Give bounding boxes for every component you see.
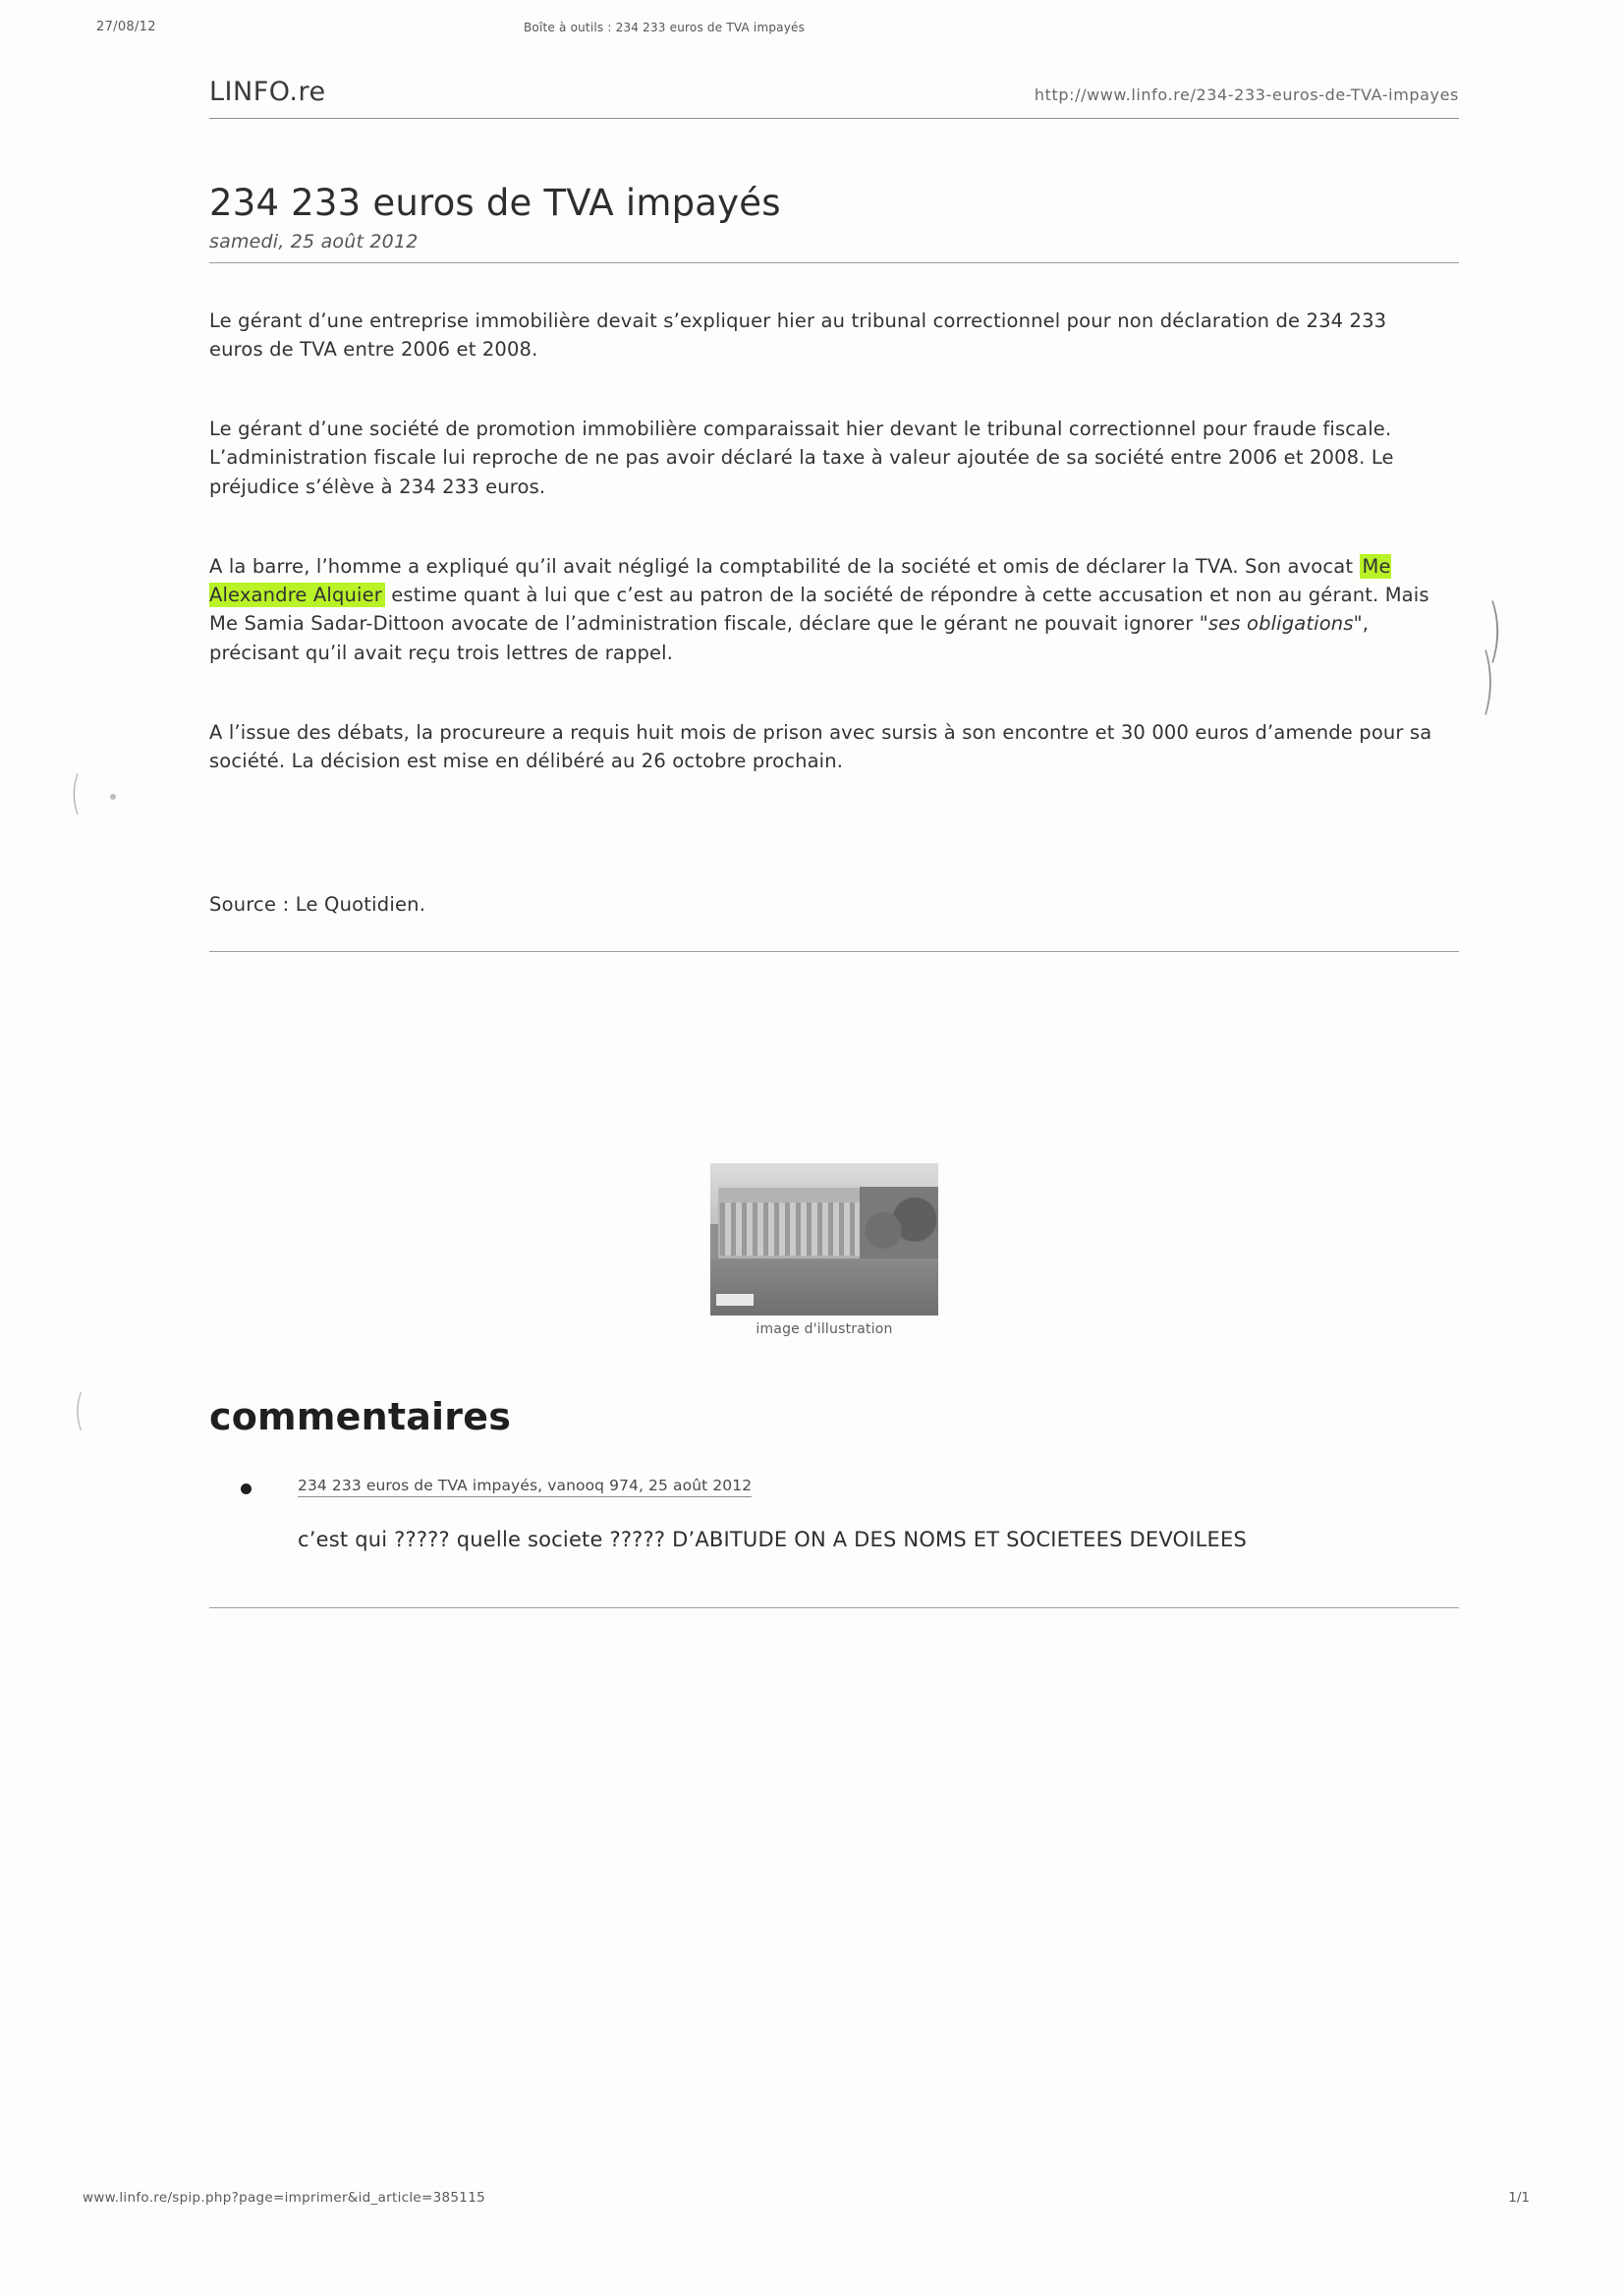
print-header [0, 20, 1624, 43]
comment-meta[interactable]: 234 233 euros de TVA impayés, vanooq 974, 25 août 2012 [298, 1477, 752, 1497]
comments-section [209, 1395, 1459, 1608]
comments-divider [209, 1607, 1459, 1608]
footer-url: www.linfo.re/spip.php?page=imprimer&id_article=385115 [83, 2190, 485, 2206]
list-item [241, 1476, 1459, 1554]
bullet-icon [241, 1484, 252, 1494]
print-date: 27/08/12 [96, 20, 156, 34]
article-lede: Le gérant d’une entreprise immobilière devait s’expliquer hier au tribunal correctionnel pour non déclaration de 234 233 euros de TVA entre 2006 et 2008. [209, 308, 1387, 361]
article-source: Source : Le Quotidien. [209, 893, 426, 917]
footer-page-number: 1/1 [1508, 2190, 1530, 2206]
pen-mark-dot [110, 794, 116, 800]
comment-body: c’est qui ????? quelle societe ????? D’ABITUDE ON A DES NOMS ET SOCIETEES DEVOILEES [298, 1528, 1248, 1551]
article-url[interactable]: http://www.linfo.re/234-233-euros-de-TVA-impayes [1034, 85, 1459, 104]
paragraph-2-quote-italic: ses obligations [1207, 612, 1354, 636]
site-bar [209, 77, 1459, 119]
highlighted-lawyer-name: Me Alexandre Alquier [209, 554, 1391, 607]
comments-heading: commentaires [209, 1395, 512, 1438]
image-trees [860, 1187, 938, 1260]
print-document-title: Boîte à outils : 234 233 euros de TVA impayés [524, 21, 806, 34]
comment-list [209, 1476, 1459, 1554]
pen-mark-right-upper: ) [1487, 589, 1503, 670]
paragraph-2-text-middle: estime quant à lui que c’est au patron de la société de répondre à cette accusation et non au gérant. Mais Me Samia Sadar-Dittoon avocate de l’administration fiscale, déclare que le gérant ne pouvait ignorer " [209, 584, 1429, 636]
illustration-figure [710, 1163, 938, 1337]
paragraph-2-text-after: ", précisant qu’il avait reçu trois lettres de rappel. [209, 612, 1370, 664]
article-paragraph-3: A l’issue des débats, la procureure a requis huit mois de prison avec sursis à son encontre et 30 000 euros d’amende pour sa société. La décision est mise en délibéré au 26 octobre prochain. [209, 720, 1432, 773]
illustration-image [710, 1163, 938, 1316]
print-footer [0, 2190, 1624, 2210]
image-colonnade [720, 1203, 864, 1256]
illustration-caption: image d'illustration [756, 1321, 893, 1337]
page-title: 234 233 euros de TVA impayés [209, 182, 781, 224]
pen-mark-left-lower: ( [74, 1385, 84, 1435]
article-paragraph-1: Le gérant d’une société de promotion immobilière comparaissait hier devant le tribunal correctionnel pour fraude fiscale. L’administration fiscale lui reproche de ne pas avoir déclaré la taxe à valeur ajoutée de sa société entre 2006 et 2008. Le préjudice s’élève à 234 233 euros. [209, 418, 1394, 498]
paragraph-2-text-before: A la barre, l’homme a expliqué qu’il avait négligé la comptabilité de la société et omis de déclarer la TVA. Son avocat [209, 554, 1354, 578]
article [209, 183, 1459, 952]
article-date: samedi, 25 août 2012 [209, 231, 1459, 263]
article-divider [209, 951, 1459, 952]
site-name: LINFO.re [209, 77, 326, 107]
image-watermark [716, 1294, 754, 1306]
pen-mark-left-upper: ( [70, 766, 82, 819]
article-paragraph-2 [209, 552, 1442, 667]
image-ground [710, 1259, 938, 1316]
pen-mark-right-lower: ) [1481, 639, 1495, 723]
